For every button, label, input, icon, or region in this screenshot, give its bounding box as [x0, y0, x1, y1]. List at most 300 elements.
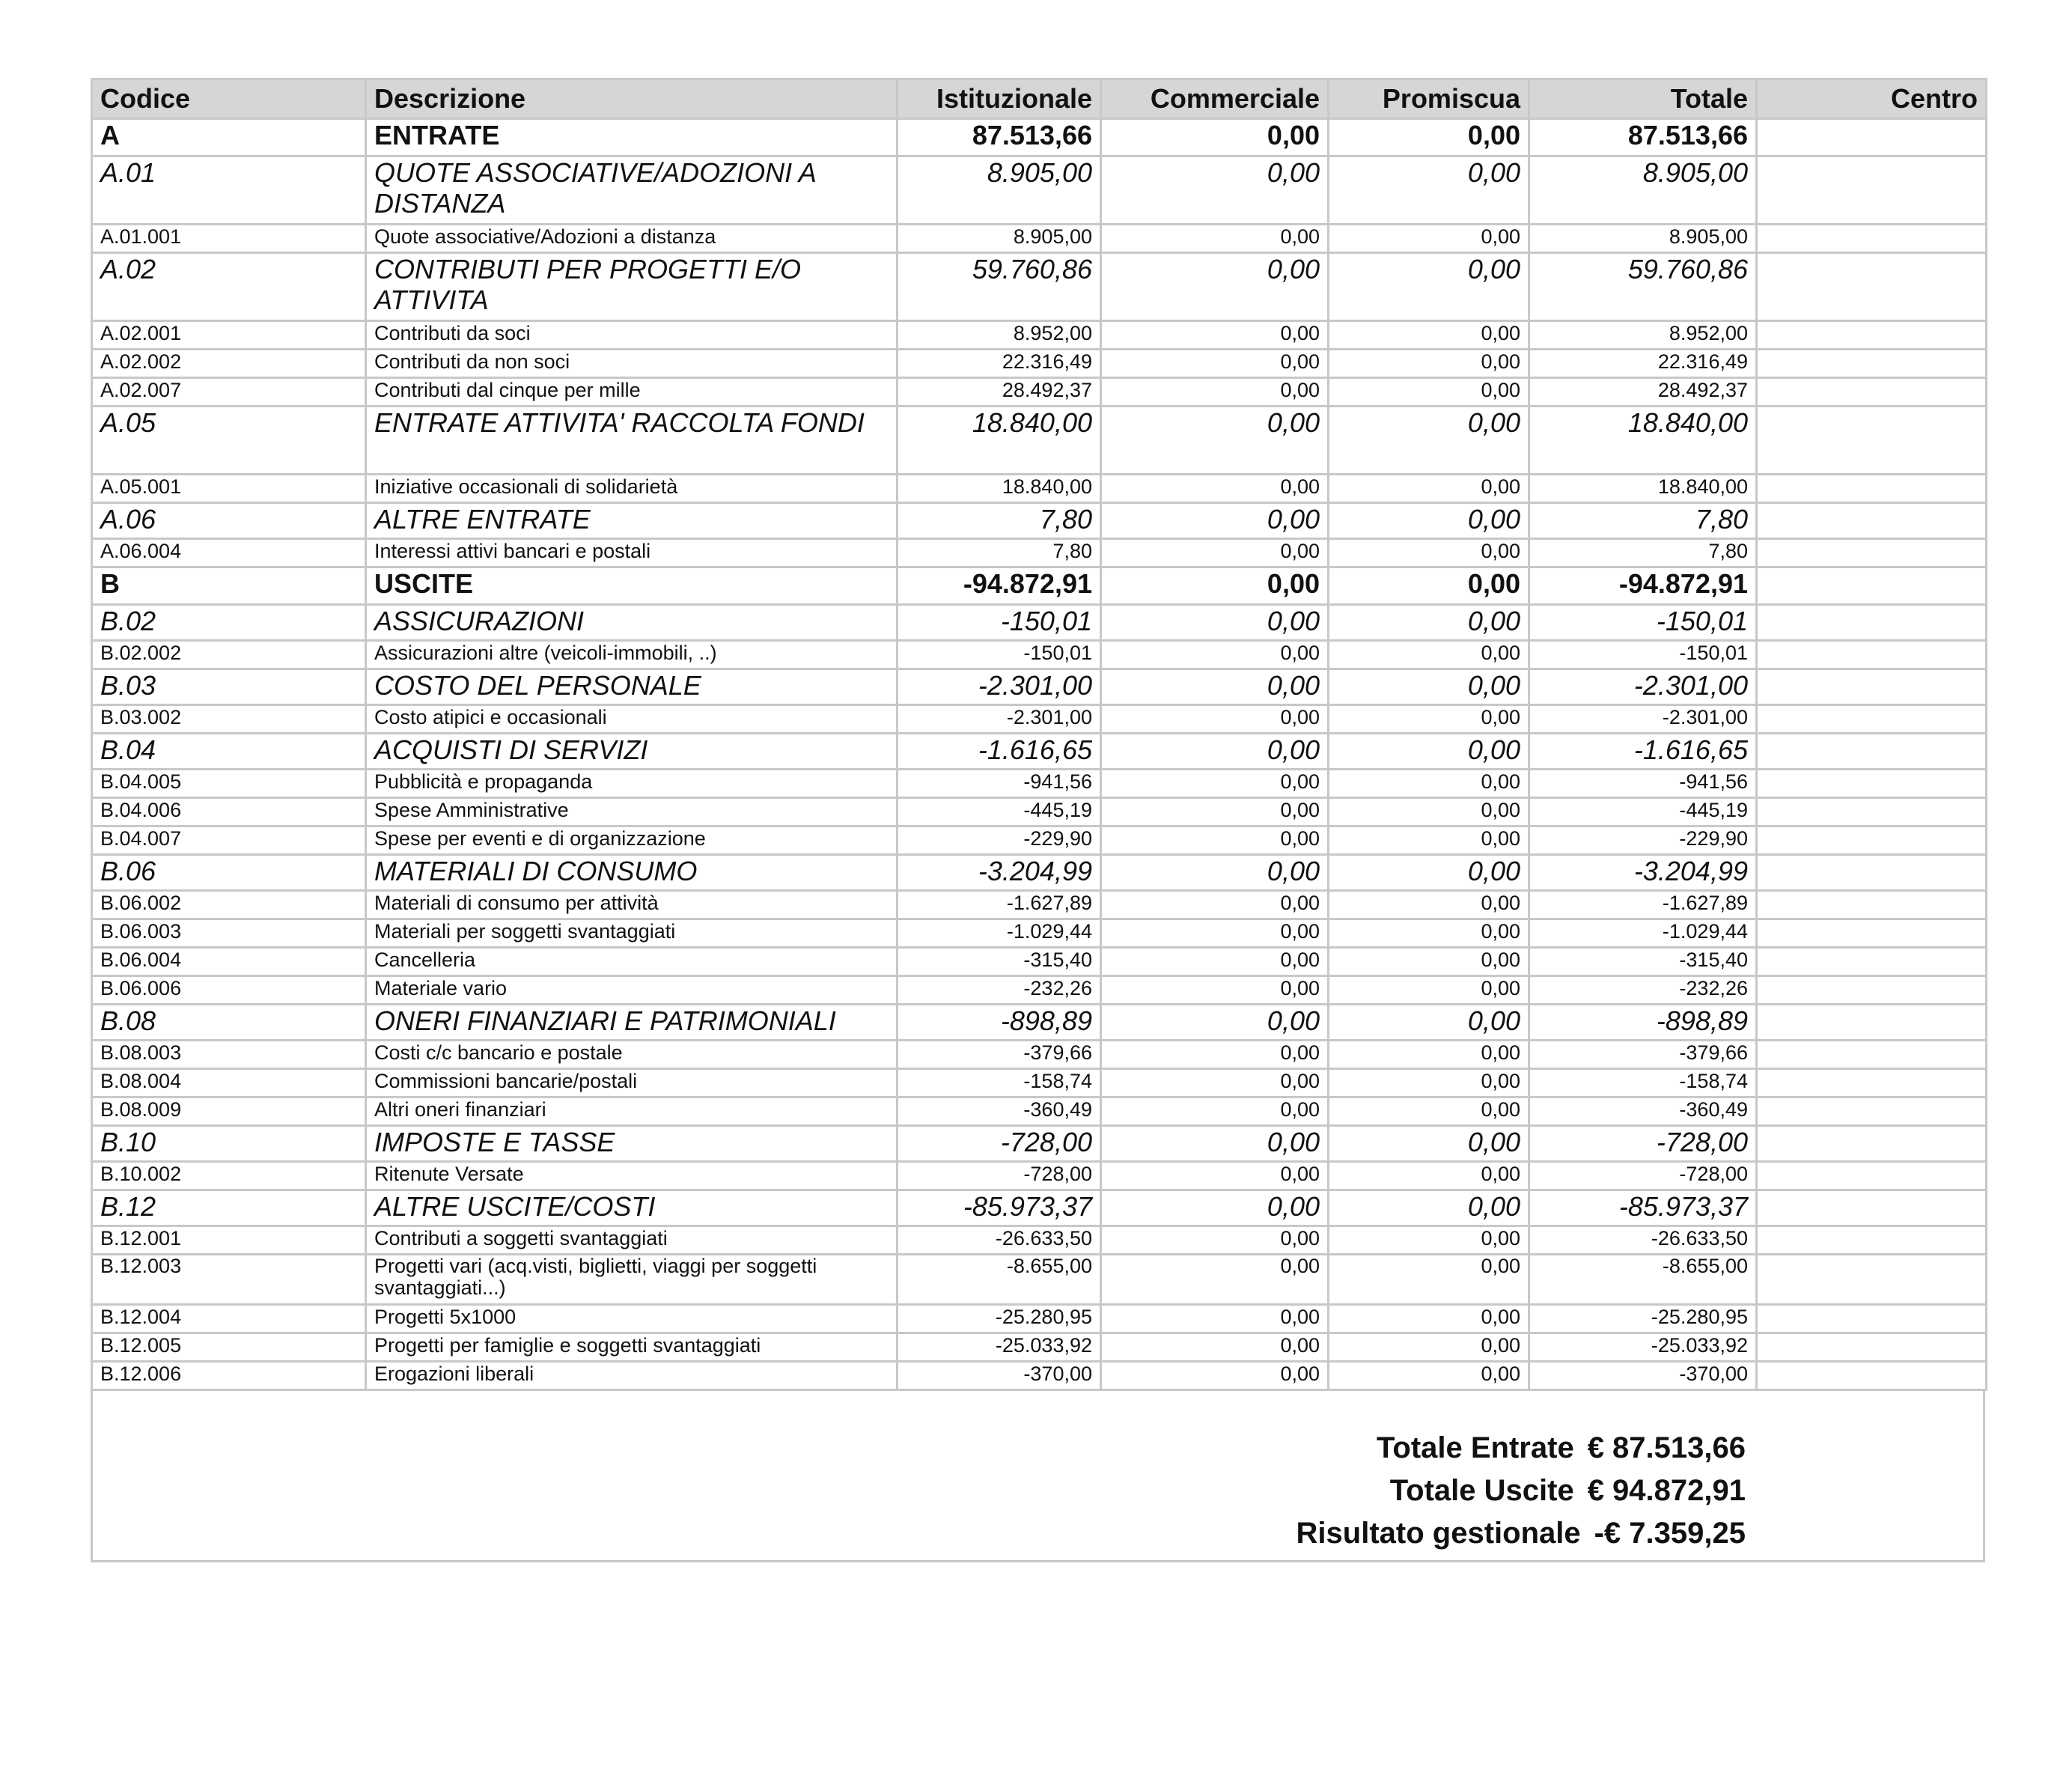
cell-istituzionale: -2.301,00: [898, 669, 1101, 705]
cell-commerciale: 0,00: [1101, 976, 1329, 1005]
cell-description: ALTRE USCITE/COSTI: [366, 1190, 898, 1226]
cell-totale: -232,26: [1529, 976, 1757, 1005]
cell-totale: -1.627,89: [1529, 891, 1757, 919]
cell-code: B.12.006: [92, 1362, 366, 1390]
cell-promiscua: 0,00: [1329, 567, 1529, 605]
table-row[interactable]: [92, 641, 1987, 669]
cell-code: A.01.001: [92, 225, 366, 253]
cell-commerciale: 0,00: [1101, 641, 1329, 669]
cell-promiscua: 0,00: [1329, 119, 1529, 156]
cell-centro: [1757, 350, 1987, 378]
cell-description: ALTRE ENTRATE: [366, 503, 898, 539]
cell-code: B.02: [92, 605, 366, 641]
cell-centro: [1757, 798, 1987, 826]
cell-istituzionale: 59.760,86: [898, 253, 1101, 321]
cell-promiscua: 0,00: [1329, 976, 1529, 1005]
cell-description: COSTO DEL PERSONALE: [366, 669, 898, 705]
cell-centro: [1757, 1069, 1987, 1098]
header-totale[interactable]: Totale: [1529, 79, 1757, 119]
cell-istituzionale: -941,56: [898, 770, 1101, 798]
cell-istituzionale: -8.655,00: [898, 1255, 1101, 1305]
cell-centro: [1757, 891, 1987, 919]
cell-totale: -315,40: [1529, 948, 1757, 976]
table-row[interactable]: [92, 826, 1987, 855]
cell-promiscua: 0,00: [1329, 948, 1529, 976]
cell-centro: [1757, 475, 1987, 503]
cell-centro: [1757, 1041, 1987, 1069]
cell-code: B.06: [92, 855, 366, 891]
cell-commerciale: 0,00: [1101, 1333, 1329, 1362]
cell-commerciale: 0,00: [1101, 539, 1329, 567]
table-row[interactable]: [92, 225, 1987, 253]
cell-totale: -2.301,00: [1529, 669, 1757, 705]
cell-description: ENTRATE ATTIVITA' RACCOLTA FONDI: [366, 407, 898, 475]
cell-promiscua: 0,00: [1329, 1098, 1529, 1126]
cell-code: B.12.001: [92, 1226, 366, 1255]
cell-istituzionale: -85.973,37: [898, 1190, 1101, 1226]
cell-code: B.08.004: [92, 1069, 366, 1098]
budget-table: [91, 78, 1987, 1391]
cell-totale: 28.492,37: [1529, 378, 1757, 407]
cell-centro: [1757, 253, 1987, 321]
summary-box: [91, 1391, 1985, 1562]
cell-centro: [1757, 378, 1987, 407]
group-row[interactable]: [92, 1126, 1987, 1162]
cell-commerciale: 0,00: [1101, 826, 1329, 855]
cell-description: Pubblicità e propaganda: [366, 770, 898, 798]
cell-centro: [1757, 1333, 1987, 1362]
cell-description: Altri oneri finanziari: [366, 1098, 898, 1126]
cell-code: B.04: [92, 734, 366, 770]
cell-code: B.03.002: [92, 705, 366, 734]
cell-promiscua: 0,00: [1329, 503, 1529, 539]
cell-istituzionale: -158,74: [898, 1069, 1101, 1098]
cell-commerciale: 0,00: [1101, 156, 1329, 225]
cell-commerciale: 0,00: [1101, 770, 1329, 798]
cell-commerciale: 0,00: [1101, 253, 1329, 321]
cell-description: Cancelleria: [366, 948, 898, 976]
cell-istituzionale: 7,80: [898, 539, 1101, 567]
cell-code: B.08.009: [92, 1098, 366, 1126]
cell-promiscua: 0,00: [1329, 1069, 1529, 1098]
cell-totale: 87.513,66: [1529, 119, 1757, 156]
cell-totale: -360,49: [1529, 1098, 1757, 1126]
cell-description: QUOTE ASSOCIATIVE/ADOZIONI A DISTANZA: [366, 156, 898, 225]
cell-promiscua: 0,00: [1329, 407, 1529, 475]
section-row[interactable]: [92, 567, 1987, 605]
cell-totale: 7,80: [1529, 503, 1757, 539]
cell-commerciale: 0,00: [1101, 350, 1329, 378]
cell-code: A.02.002: [92, 350, 366, 378]
table-row[interactable]: [92, 1098, 1987, 1126]
cell-description: ENTRATE: [366, 119, 898, 156]
cell-istituzionale: 18.840,00: [898, 475, 1101, 503]
cell-istituzionale: -26.633,50: [898, 1226, 1101, 1255]
cell-istituzionale: 22.316,49: [898, 350, 1101, 378]
cell-totale: -1.616,65: [1529, 734, 1757, 770]
cell-centro: [1757, 1305, 1987, 1333]
cell-commerciale: 0,00: [1101, 1041, 1329, 1069]
cell-promiscua: 0,00: [1329, 826, 1529, 855]
table-row[interactable]: [92, 378, 1987, 407]
cell-code: B.12.003: [92, 1255, 366, 1305]
cell-commerciale: 0,00: [1101, 225, 1329, 253]
table-row[interactable]: [92, 1226, 1987, 1255]
cell-centro: [1757, 119, 1987, 156]
cell-totale: -85.973,37: [1529, 1190, 1757, 1226]
cell-centro: [1757, 1005, 1987, 1041]
cell-promiscua: 0,00: [1329, 253, 1529, 321]
cell-promiscua: 0,00: [1329, 770, 1529, 798]
cell-promiscua: 0,00: [1329, 378, 1529, 407]
table-row[interactable]: [92, 891, 1987, 919]
group-row[interactable]: [92, 1005, 1987, 1041]
cell-totale: -2.301,00: [1529, 705, 1757, 734]
cell-istituzionale: -1.029,44: [898, 919, 1101, 948]
cell-istituzionale: -25.033,92: [898, 1333, 1101, 1362]
cell-centro: [1757, 976, 1987, 1005]
cell-code: B.10.002: [92, 1162, 366, 1190]
group-row[interactable]: [92, 407, 1987, 475]
cell-totale: 7,80: [1529, 539, 1757, 567]
group-row[interactable]: [92, 1190, 1987, 1226]
cell-description: Erogazioni liberali: [366, 1362, 898, 1390]
cell-description: Contributi da non soci: [366, 350, 898, 378]
cell-promiscua: 0,00: [1329, 1005, 1529, 1041]
cell-totale: -379,66: [1529, 1041, 1757, 1069]
cell-code: B.06.004: [92, 948, 366, 976]
cell-centro: [1757, 605, 1987, 641]
cell-commerciale: 0,00: [1101, 475, 1329, 503]
cell-promiscua: 0,00: [1329, 891, 1529, 919]
cell-centro: [1757, 503, 1987, 539]
summary-entrate-value: € 87.513,66: [1587, 1431, 1746, 1464]
cell-description: Costo atipici e occasionali: [366, 705, 898, 734]
table-row[interactable]: [92, 1069, 1987, 1098]
cell-description: Materiali di consumo per attività: [366, 891, 898, 919]
header-promiscua[interactable]: Promiscua: [1329, 79, 1529, 119]
cell-commerciale: 0,00: [1101, 605, 1329, 641]
cell-code: A.02: [92, 253, 366, 321]
cell-promiscua: 0,00: [1329, 475, 1529, 503]
cell-commerciale: 0,00: [1101, 1362, 1329, 1390]
cell-istituzionale: -150,01: [898, 641, 1101, 669]
cell-centro: [1757, 1126, 1987, 1162]
cell-promiscua: 0,00: [1329, 669, 1529, 705]
cell-istituzionale: -150,01: [898, 605, 1101, 641]
cell-promiscua: 0,00: [1329, 156, 1529, 225]
cell-totale: 8.952,00: [1529, 321, 1757, 350]
cell-description: CONTRIBUTI PER PROGETTI E/O ATTIVITA: [366, 253, 898, 321]
table-row[interactable]: [92, 976, 1987, 1005]
cell-code: B.04.006: [92, 798, 366, 826]
header-code[interactable]: Codice: [92, 79, 366, 119]
cell-commerciale: 0,00: [1101, 1005, 1329, 1041]
cell-commerciale: 0,00: [1101, 378, 1329, 407]
cell-centro: [1757, 1190, 1987, 1226]
table-row[interactable]: [92, 798, 1987, 826]
group-row[interactable]: [92, 253, 1987, 321]
cell-description: Spese per eventi e di organizzazione: [366, 826, 898, 855]
cell-code: B.12.005: [92, 1333, 366, 1362]
table-row[interactable]: [92, 948, 1987, 976]
cell-promiscua: 0,00: [1329, 919, 1529, 948]
cell-totale: -8.655,00: [1529, 1255, 1757, 1305]
cell-centro: [1757, 1226, 1987, 1255]
header-description[interactable]: Descrizione: [366, 79, 898, 119]
cell-centro: [1757, 407, 1987, 475]
cell-centro: [1757, 1162, 1987, 1190]
cell-commerciale: 0,00: [1101, 1098, 1329, 1126]
cell-commerciale: 0,00: [1101, 891, 1329, 919]
summary-risultato-label: Risultato gestionale: [1296, 1517, 1581, 1550]
cell-totale: 18.840,00: [1529, 407, 1757, 475]
cell-description: Progetti vari (acq.visti, biglietti, viaggi per soggetti svantaggiati...): [366, 1255, 898, 1305]
cell-istituzionale: -1.627,89: [898, 891, 1101, 919]
cell-centro: [1757, 225, 1987, 253]
cell-istituzionale: -229,90: [898, 826, 1101, 855]
cell-istituzionale: -728,00: [898, 1162, 1101, 1190]
cell-description: Materiale vario: [366, 976, 898, 1005]
table-row[interactable]: [92, 321, 1987, 350]
cell-istituzionale: 7,80: [898, 503, 1101, 539]
header-row: [92, 79, 1987, 119]
cell-totale: -25.280,95: [1529, 1305, 1757, 1333]
cell-totale: -941,56: [1529, 770, 1757, 798]
cell-code: A.05.001: [92, 475, 366, 503]
table-row[interactable]: [92, 705, 1987, 734]
cell-totale: -445,19: [1529, 798, 1757, 826]
cell-totale: 22.316,49: [1529, 350, 1757, 378]
cell-description: Progetti per famiglie e soggetti svantaggiati: [366, 1333, 898, 1362]
cell-istituzionale: -25.280,95: [898, 1305, 1101, 1333]
cell-promiscua: 0,00: [1329, 321, 1529, 350]
summary-risultato-value: -€ 7.359,25: [1594, 1517, 1746, 1550]
group-row[interactable]: [92, 669, 1987, 705]
cell-totale: -3.204,99: [1529, 855, 1757, 891]
cell-centro: [1757, 770, 1987, 798]
cell-promiscua: 0,00: [1329, 705, 1529, 734]
cell-code: A.02.001: [92, 321, 366, 350]
cell-istituzionale: 8.905,00: [898, 156, 1101, 225]
cell-promiscua: 0,00: [1329, 1333, 1529, 1362]
cell-totale: -898,89: [1529, 1005, 1757, 1041]
cell-description: Assicurazioni altre (veicoli-immobili, ..): [366, 641, 898, 669]
cell-description: ASSICURAZIONI: [366, 605, 898, 641]
cell-description: MATERIALI DI CONSUMO: [366, 855, 898, 891]
group-row[interactable]: [92, 503, 1987, 539]
cell-centro: [1757, 669, 1987, 705]
cell-promiscua: 0,00: [1329, 855, 1529, 891]
cell-istituzionale: -445,19: [898, 798, 1101, 826]
cell-totale: -229,90: [1529, 826, 1757, 855]
cell-description: IMPOSTE E TASSE: [366, 1126, 898, 1162]
cell-code: B.06.002: [92, 891, 366, 919]
cell-totale: 8.905,00: [1529, 225, 1757, 253]
group-row[interactable]: [92, 734, 1987, 770]
cell-commerciale: 0,00: [1101, 119, 1329, 156]
cell-code: B.12: [92, 1190, 366, 1226]
cell-centro: [1757, 539, 1987, 567]
cell-code: B.02.002: [92, 641, 366, 669]
cell-description: Costi c/c bancario e postale: [366, 1041, 898, 1069]
cell-promiscua: 0,00: [1329, 1126, 1529, 1162]
cell-promiscua: 0,00: [1329, 1162, 1529, 1190]
cell-description: Contributi dal cinque per mille: [366, 378, 898, 407]
cell-istituzionale: 28.492,37: [898, 378, 1101, 407]
cell-promiscua: 0,00: [1329, 641, 1529, 669]
summary-entrate: [1377, 1431, 1746, 1465]
cell-code: B.12.004: [92, 1305, 366, 1333]
cell-totale: 59.760,86: [1529, 253, 1757, 321]
table-row[interactable]: [92, 919, 1987, 948]
table-body: [92, 119, 1987, 1390]
cell-commerciale: 0,00: [1101, 1305, 1329, 1333]
cell-istituzionale: -360,49: [898, 1098, 1101, 1126]
cell-centro: [1757, 705, 1987, 734]
cell-istituzionale: 8.952,00: [898, 321, 1101, 350]
cell-description: ONERI FINANZIARI E PATRIMONIALI: [366, 1005, 898, 1041]
cell-centro: [1757, 567, 1987, 605]
cell-centro: [1757, 641, 1987, 669]
cell-totale: -25.033,92: [1529, 1333, 1757, 1362]
cell-totale: -1.029,44: [1529, 919, 1757, 948]
cell-promiscua: 0,00: [1329, 539, 1529, 567]
cell-code: B.08: [92, 1005, 366, 1041]
cell-code: B: [92, 567, 366, 605]
group-row[interactable]: [92, 156, 1987, 225]
cell-centro: [1757, 1098, 1987, 1126]
cell-totale: 8.905,00: [1529, 156, 1757, 225]
cell-promiscua: 0,00: [1329, 1190, 1529, 1226]
cell-code: B.03: [92, 669, 366, 705]
group-row[interactable]: [92, 605, 1987, 641]
table-row[interactable]: [92, 1162, 1987, 1190]
cell-promiscua: 0,00: [1329, 605, 1529, 641]
cell-commerciale: 0,00: [1101, 1126, 1329, 1162]
cell-totale: 18.840,00: [1529, 475, 1757, 503]
cell-centro: [1757, 734, 1987, 770]
summary-uscite: [1390, 1474, 1746, 1508]
header-istituzionale[interactable]: Istituzionale: [898, 79, 1101, 119]
cell-commerciale: 0,00: [1101, 1226, 1329, 1255]
summary-uscite-label: Totale Uscite: [1389, 1474, 1574, 1507]
cell-code: B.08.003: [92, 1041, 366, 1069]
cell-commerciale: 0,00: [1101, 1069, 1329, 1098]
cell-totale: -728,00: [1529, 1162, 1757, 1190]
cell-description: USCITE: [366, 567, 898, 605]
table-row[interactable]: [92, 1362, 1987, 1390]
table-row[interactable]: [92, 770, 1987, 798]
summary-entrate-label: Totale Entrate: [1376, 1431, 1574, 1464]
section-row[interactable]: [92, 119, 1987, 156]
report-sheet: [91, 78, 1985, 1562]
cell-description: Commissioni bancarie/postali: [366, 1069, 898, 1098]
cell-promiscua: 0,00: [1329, 1226, 1529, 1255]
cell-code: A.06.004: [92, 539, 366, 567]
cell-istituzionale: -1.616,65: [898, 734, 1101, 770]
summary-risultato: [1296, 1517, 1746, 1550]
cell-code: B.06.006: [92, 976, 366, 1005]
cell-description: Progetti 5x1000: [366, 1305, 898, 1333]
cell-istituzionale: 8.905,00: [898, 225, 1101, 253]
cell-istituzionale: -898,89: [898, 1005, 1101, 1041]
table-row[interactable]: [92, 350, 1987, 378]
cell-totale: -370,00: [1529, 1362, 1757, 1390]
cell-code: B.06.003: [92, 919, 366, 948]
cell-description: Iniziative occasionali di solidarietà: [366, 475, 898, 503]
cell-commerciale: 0,00: [1101, 407, 1329, 475]
cell-centro: [1757, 855, 1987, 891]
cell-totale: -728,00: [1529, 1126, 1757, 1162]
header-commerciale[interactable]: Commerciale: [1101, 79, 1329, 119]
cell-totale: -150,01: [1529, 605, 1757, 641]
cell-promiscua: 0,00: [1329, 734, 1529, 770]
cell-description: Spese Amministrative: [366, 798, 898, 826]
cell-commerciale: 0,00: [1101, 669, 1329, 705]
cell-code: A.06: [92, 503, 366, 539]
cell-description: Materiali per soggetti svantaggiati: [366, 919, 898, 948]
cell-commerciale: 0,00: [1101, 919, 1329, 948]
cell-commerciale: 0,00: [1101, 503, 1329, 539]
cell-promiscua: 0,00: [1329, 225, 1529, 253]
table-row[interactable]: [92, 539, 1987, 567]
cell-centro: [1757, 948, 1987, 976]
cell-code: B.04.007: [92, 826, 366, 855]
cell-promiscua: 0,00: [1329, 1255, 1529, 1305]
table-row[interactable]: [92, 1255, 1987, 1305]
cell-description: Ritenute Versate: [366, 1162, 898, 1190]
cell-centro: [1757, 826, 1987, 855]
cell-promiscua: 0,00: [1329, 1305, 1529, 1333]
cell-commerciale: 0,00: [1101, 734, 1329, 770]
cell-description: ACQUISTI DI SERVIZI: [366, 734, 898, 770]
cell-centro: [1757, 156, 1987, 225]
cell-promiscua: 0,00: [1329, 350, 1529, 378]
cell-description: Contributi a soggetti svantaggiati: [366, 1226, 898, 1255]
cell-istituzionale: -728,00: [898, 1126, 1101, 1162]
cell-commerciale: 0,00: [1101, 567, 1329, 605]
header-centro[interactable]: Centro: [1757, 79, 1987, 119]
cell-code: A: [92, 119, 366, 156]
cell-commerciale: 0,00: [1101, 1162, 1329, 1190]
cell-code: B.10: [92, 1126, 366, 1162]
cell-istituzionale: 18.840,00: [898, 407, 1101, 475]
cell-code: A.02.007: [92, 378, 366, 407]
cell-commerciale: 0,00: [1101, 948, 1329, 976]
summary-uscite-value: € 94.872,91: [1587, 1474, 1746, 1507]
table-row[interactable]: [92, 1333, 1987, 1362]
cell-istituzionale: -315,40: [898, 948, 1101, 976]
cell-commerciale: 0,00: [1101, 855, 1329, 891]
cell-istituzionale: -370,00: [898, 1362, 1101, 1390]
cell-promiscua: 0,00: [1329, 1041, 1529, 1069]
cell-centro: [1757, 1255, 1987, 1305]
cell-commerciale: 0,00: [1101, 705, 1329, 734]
cell-description: Contributi da soci: [366, 321, 898, 350]
cell-centro: [1757, 919, 1987, 948]
table-row[interactable]: [92, 1041, 1987, 1069]
table-row[interactable]: [92, 1305, 1987, 1333]
table-row[interactable]: [92, 475, 1987, 503]
group-row[interactable]: [92, 855, 1987, 891]
cell-totale: -94.872,91: [1529, 567, 1757, 605]
cell-istituzionale: -3.204,99: [898, 855, 1101, 891]
cell-istituzionale: 87.513,66: [898, 119, 1101, 156]
cell-istituzionale: -232,26: [898, 976, 1101, 1005]
cell-promiscua: 0,00: [1329, 798, 1529, 826]
cell-code: A.05: [92, 407, 366, 475]
